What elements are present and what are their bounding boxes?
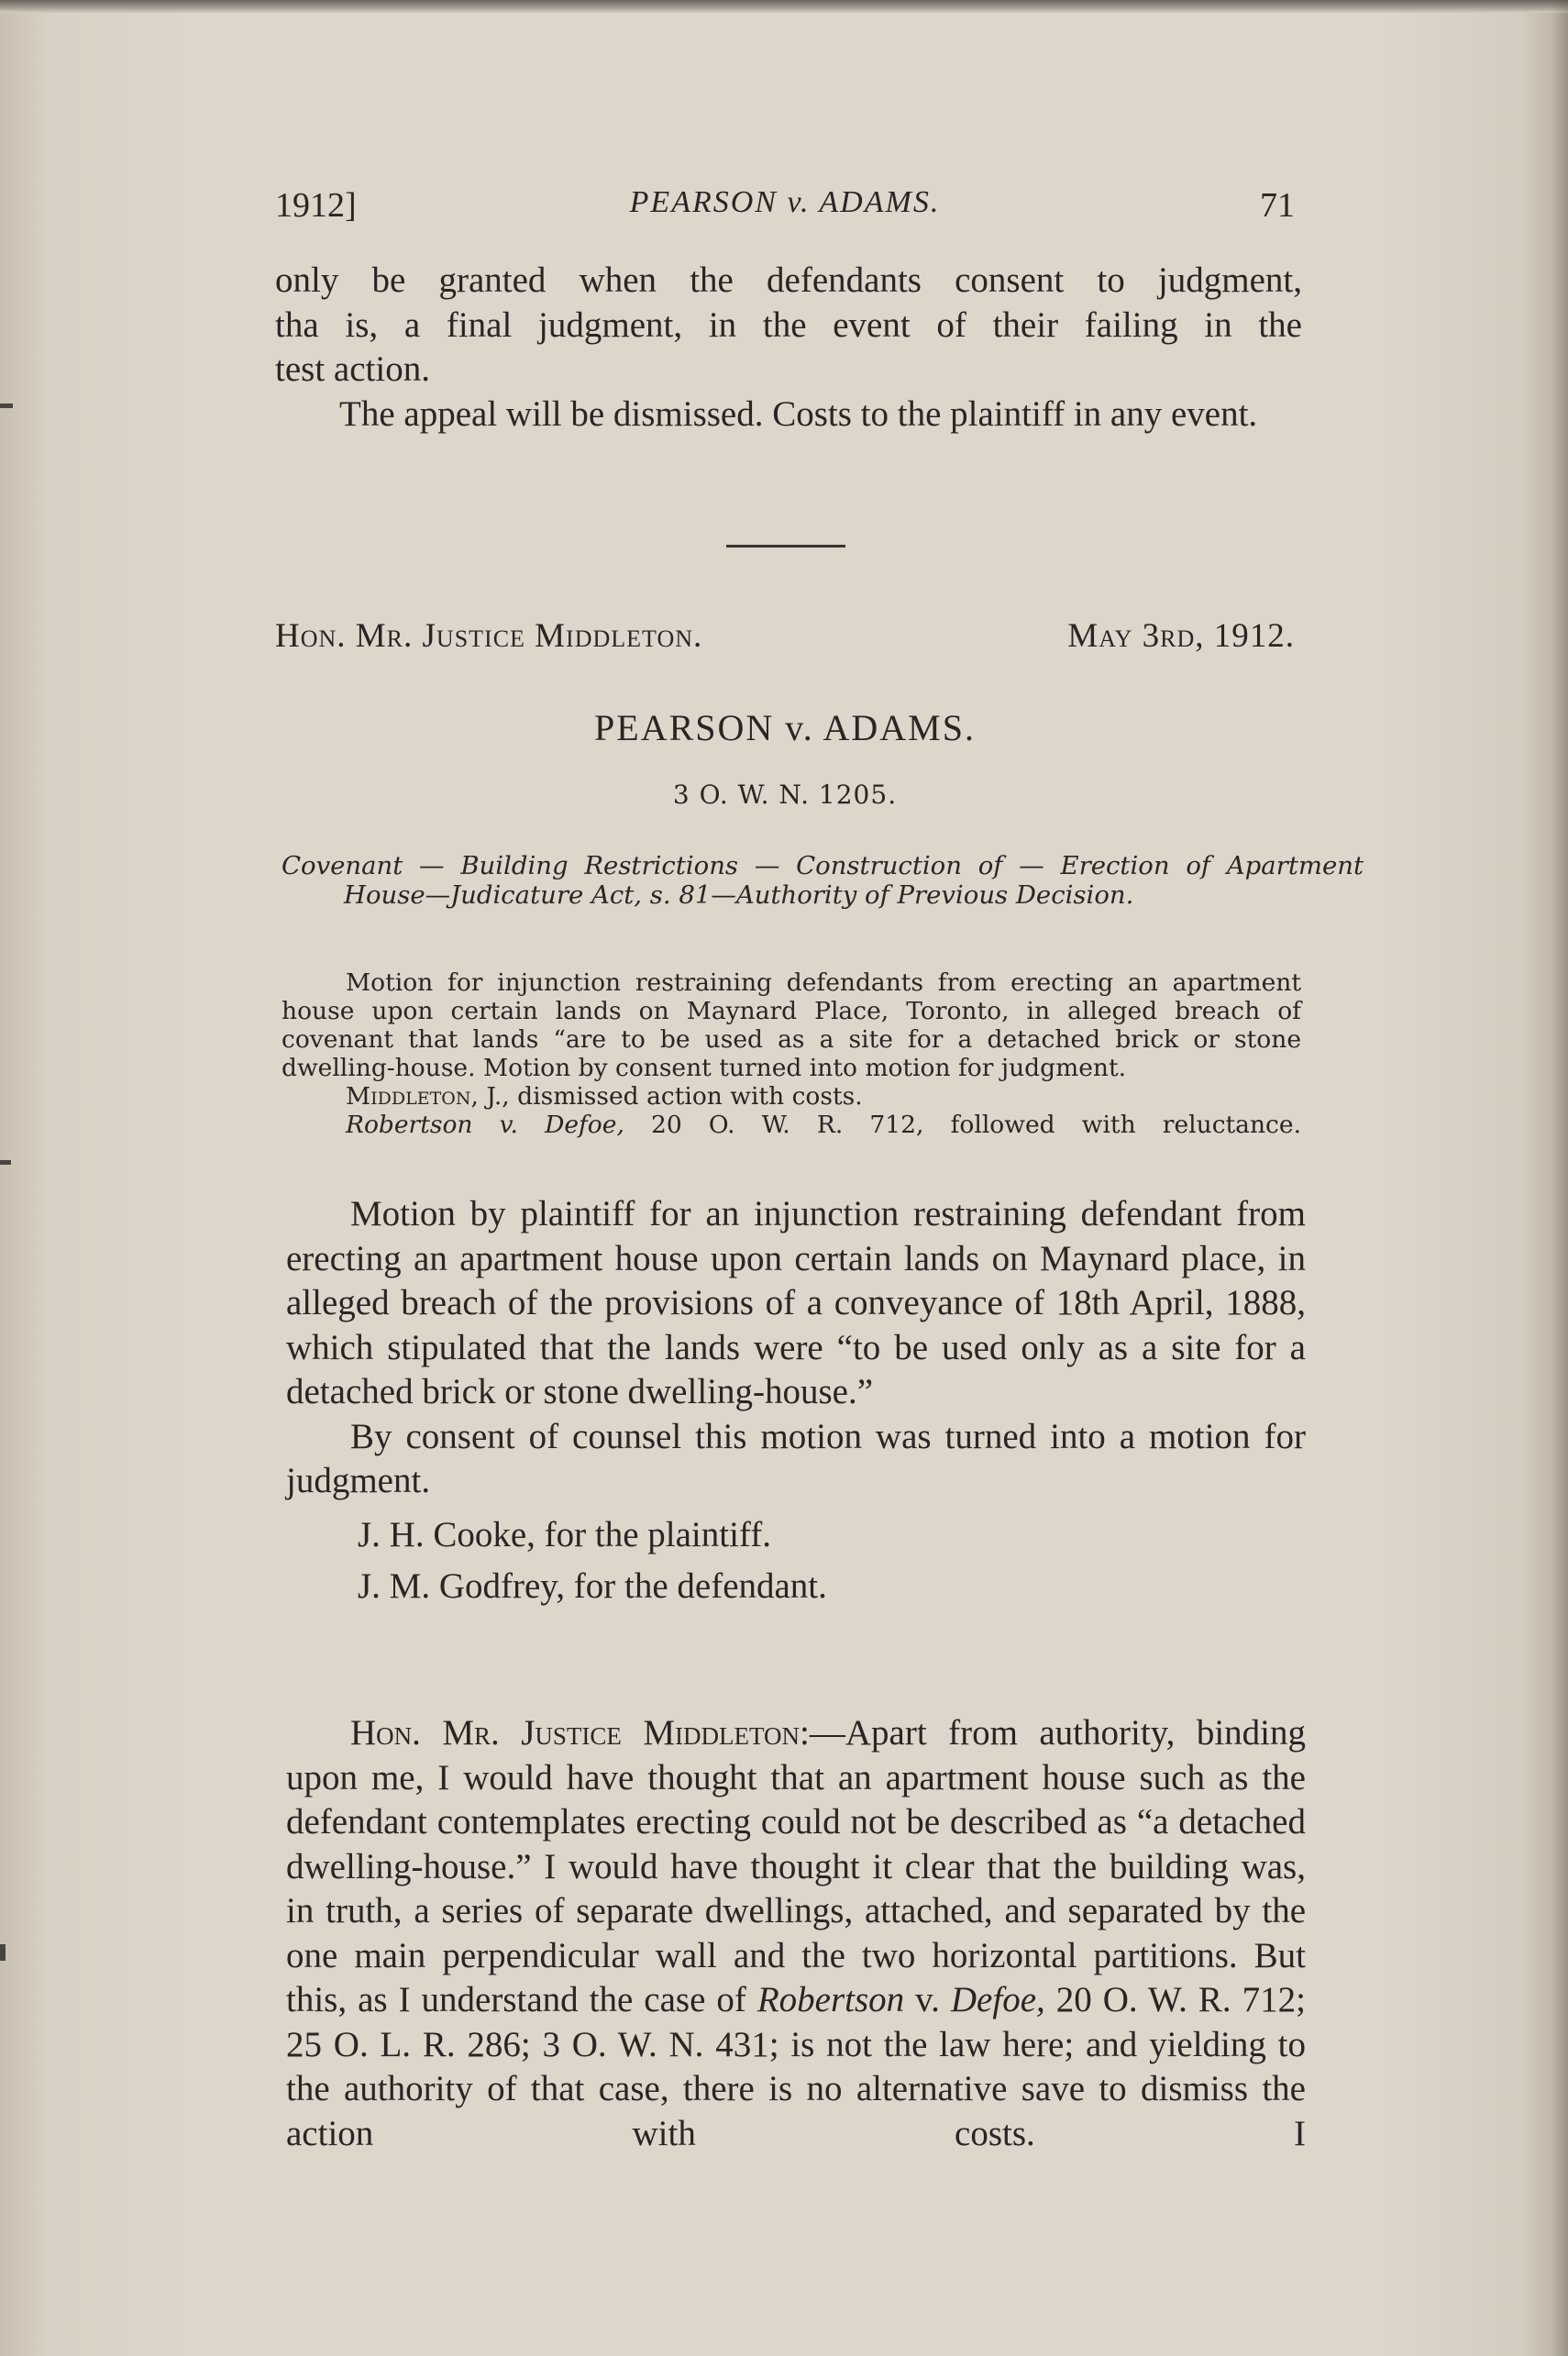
judgment-block xyxy=(286,1711,1306,2156)
judgment-text-c: 20 O. W. R. 712; 25 O. L. R. 286; 3 O. W. N. 431; is not the law here; and yielding to the authority of that case, there is no alternative save to dismiss the action with costs. I xyxy=(286,1980,1306,2153)
judgment-speaker: Hon. Mr. Justice Middleton xyxy=(350,1713,801,1753)
continuation-block xyxy=(275,259,1302,437)
judgment-text-b: v. xyxy=(904,1980,951,2019)
running-header xyxy=(275,185,1295,231)
judge-name: Hon. Mr. Justice Middleton. xyxy=(275,617,703,655)
continuation-line-1: only be granted when the defendants consent to judgment, xyxy=(275,260,1302,300)
headnote-summary xyxy=(282,968,1301,1139)
judgment-case-ref-2: Defoe, xyxy=(950,1980,1045,2019)
headnote-catchwords: Covenant — Building Restrictions — Construction of — Erection of Apartment House—Judicature Act, s. 81—Authority of Previous Decision. xyxy=(282,851,1364,910)
summary-motion: Motion for injunction restraining defendants from erecting an apartment house upon certain lands on Maynard Place, Toronto, in alleged breach of covenant that lands “are to be used as a site for a detached brick or stone dwelling-house. Motion by consent turned into motion for judgment. xyxy=(282,968,1301,1082)
section-divider xyxy=(726,545,845,548)
decision-date: May 3rd, 1912. xyxy=(1067,617,1295,655)
continuation-line-3: test action. xyxy=(275,349,430,389)
margin-mark xyxy=(0,1160,11,1165)
judgment-text-a: :—Apart from authority, binding upon me, I would have thought that an apartment house such as the defendant contemplates erecting could not be described as “a detached dwelling-house.” I would have thought it clear that the building was, in truth, a series of separate dwellings, attached, and separated by the one main perpendicular wall and the two horizontal partitions. But this, as I understand the case of xyxy=(286,1713,1306,2019)
margin-mark xyxy=(0,1944,6,1961)
precedent-text: 20 O. W. R. 712, followed with reluctance. xyxy=(624,1111,1301,1139)
counsel-plaintiff: J. H. Cooke, for the plaintiff. xyxy=(358,1514,771,1554)
statement-paragraph-2: By consent of counsel this motion was turned into a motion for judgment. xyxy=(286,1416,1306,1500)
statement-paragraph-1: Motion by plaintiff for an injunction restraining defendant from erecting an apartment house upon certain lands on Maynard place, in alleged breach of the provisions of a conveyance of 18th April, 1888, which stipulated that the lands were “to be used only as a site for a detached brick or stone dwelling-house.” xyxy=(286,1194,1306,1411)
precedent-case: Robertson v. Defoe, xyxy=(346,1111,624,1139)
judgment-case-ref: Robertson xyxy=(756,1980,905,2019)
disposition-text: dismissed action with costs. xyxy=(509,1082,863,1111)
continuation-line-2: tha is, a final judgment, in the event of their failing in the xyxy=(275,304,1302,345)
header-year: 1912] xyxy=(275,186,357,225)
judgment-paragraph xyxy=(286,1711,1306,2156)
summary-disposition xyxy=(282,1082,1301,1111)
summary-precedent xyxy=(282,1111,1301,1139)
margin-mark xyxy=(0,404,13,408)
counsel-defendant: J. M. Godfrey, for the defendant. xyxy=(358,1565,827,1606)
conclusion-paragraph: The appeal will be dismissed. Costs to the plaintiff in any event. xyxy=(339,393,1258,434)
page-number: 71 xyxy=(1260,186,1295,225)
disposition-judge: Middleton, J., xyxy=(346,1082,510,1111)
header-running-title: PEARSON v. ADAMS. xyxy=(629,185,941,219)
statement-block xyxy=(286,1192,1306,1612)
case-citation: 3 O. W. N. 1205. xyxy=(672,780,898,810)
case-title: PEARSON v. ADAMS. xyxy=(594,707,976,748)
